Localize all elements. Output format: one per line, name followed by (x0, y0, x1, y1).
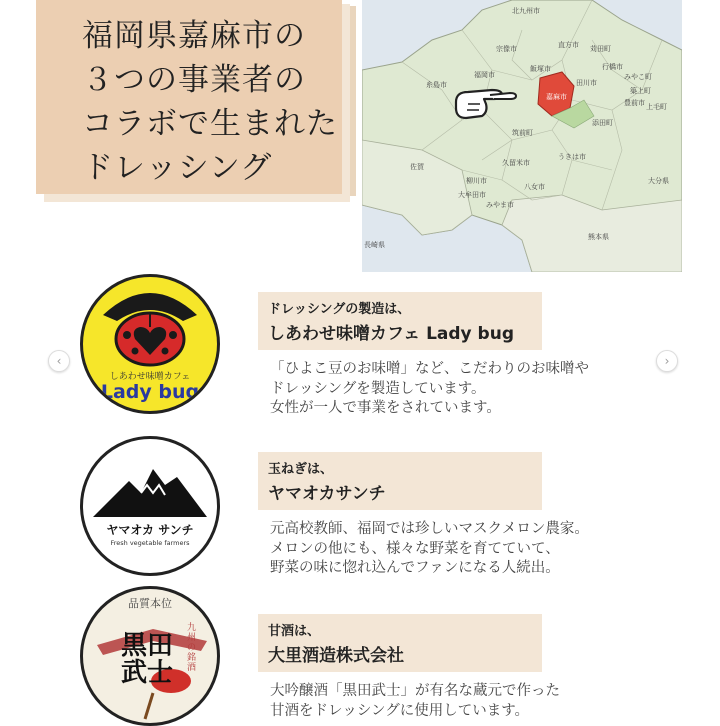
section-1-description (270, 360, 589, 419)
section-1-label-large: しあわせ味噌カフェ Lady bug (268, 324, 514, 344)
yamaoka-logo-wordmark: ヤマオカ サンチ (106, 523, 194, 537)
map-label: 長崎県 (364, 241, 385, 249)
map-label: 大牟田市 (458, 191, 486, 199)
section-2-label-small: 玉ねぎは、 (268, 462, 334, 477)
map-label: みやこ町 (624, 73, 652, 81)
section-2-label (258, 452, 542, 510)
desc-line: 大吟醸酒「黒田武士」が有名な蔵元で作った (270, 683, 560, 699)
headline-line-4: ドレッシング (82, 150, 273, 186)
map-label: 八女市 (524, 183, 545, 191)
section-3-description (270, 682, 560, 721)
map-label: 行橋市 (602, 63, 623, 71)
map-label: 北九州市 (512, 7, 540, 15)
map-label: 筑前町 (512, 129, 533, 137)
map-label: うきは市 (558, 153, 586, 161)
section-2-label-large: ヤマオカサンチ (268, 484, 386, 504)
map-label: 久留米市 (502, 159, 530, 167)
desc-line: 野菜の味に惚れ込んでファンになる人続出。 (270, 560, 560, 576)
desc-line: 女性が一人で事業をされています。 (270, 400, 501, 416)
map-label: 直方市 (558, 41, 579, 49)
ladybug-logo-wordmark: Lady bug (100, 381, 200, 403)
map-label: 糸島市 (426, 81, 447, 89)
carousel-prev-button[interactable]: ‹ (48, 350, 70, 372)
map-label: 大分県 (648, 177, 669, 185)
desc-line: 甘酒をドレッシングに使用しています。 (270, 702, 530, 719)
map-label: 熊本県 (588, 233, 609, 241)
section-3-label-small: 甘酒は、 (268, 624, 321, 639)
map-label: みやま市 (486, 201, 514, 209)
map-label: 添田町 (592, 119, 613, 127)
yamaoka-logo-subtitle: Fresh vegetable farmers (110, 539, 190, 547)
section-3-label (258, 614, 542, 672)
headline-box (36, 0, 342, 194)
map-label: 嘉麻市 (546, 93, 567, 101)
section-2-description (270, 520, 589, 579)
ladybug-logo (80, 274, 220, 414)
headline-line-3: コラボで生まれた (82, 106, 338, 142)
map-label: 上毛町 (646, 103, 667, 111)
kuroda-logo-side-text: 九州の銘酒 (187, 623, 197, 673)
map-label: 築上町 (630, 87, 651, 95)
mountain-icon (83, 439, 217, 573)
desc-line: メロンの他にも、様々な野菜を育てていて、 (270, 540, 560, 557)
desc-line: ドレッシングを製造しています。 (270, 380, 486, 397)
kuroda-logo-wordmark: 黒田武士 (121, 631, 174, 688)
headline-line-1: 福岡県嘉麻市の (82, 18, 306, 54)
yamaoka-logo (80, 436, 220, 576)
kuroda-logo-top-text: 品質本位 (128, 597, 172, 610)
ladybug-logo-subtitle: しあわせ味噌カフェ (109, 372, 191, 382)
map-label: 佐賀 (410, 163, 424, 171)
carousel-next-button[interactable]: › (656, 350, 678, 372)
section-1-label (258, 292, 542, 350)
map-label: 宗像市 (496, 45, 517, 53)
map-label: 豊前市 (624, 99, 645, 107)
section-1-label-small: ドレッシングの製造は、 (268, 302, 411, 317)
desc-line: 「ひよこ豆のお味噌」など、こだわりのお味噌や (270, 361, 589, 377)
map-label: 福岡市 (474, 71, 495, 79)
desc-line: 元高校教師、福岡では珍しいマスクメロン農家。 (270, 521, 589, 537)
section-3-label-large: 大里酒造株式会社 (268, 646, 404, 666)
headline-line-2: ３つの事業者の (82, 62, 306, 98)
fukuoka-map (362, 0, 682, 272)
map-label: 飯塚市 (530, 65, 551, 73)
map-label: 柳川市 (466, 177, 487, 185)
kuroda-bushi-logo (80, 586, 220, 726)
map-label: 苅田町 (590, 45, 611, 53)
map-label: 田川市 (576, 79, 597, 87)
